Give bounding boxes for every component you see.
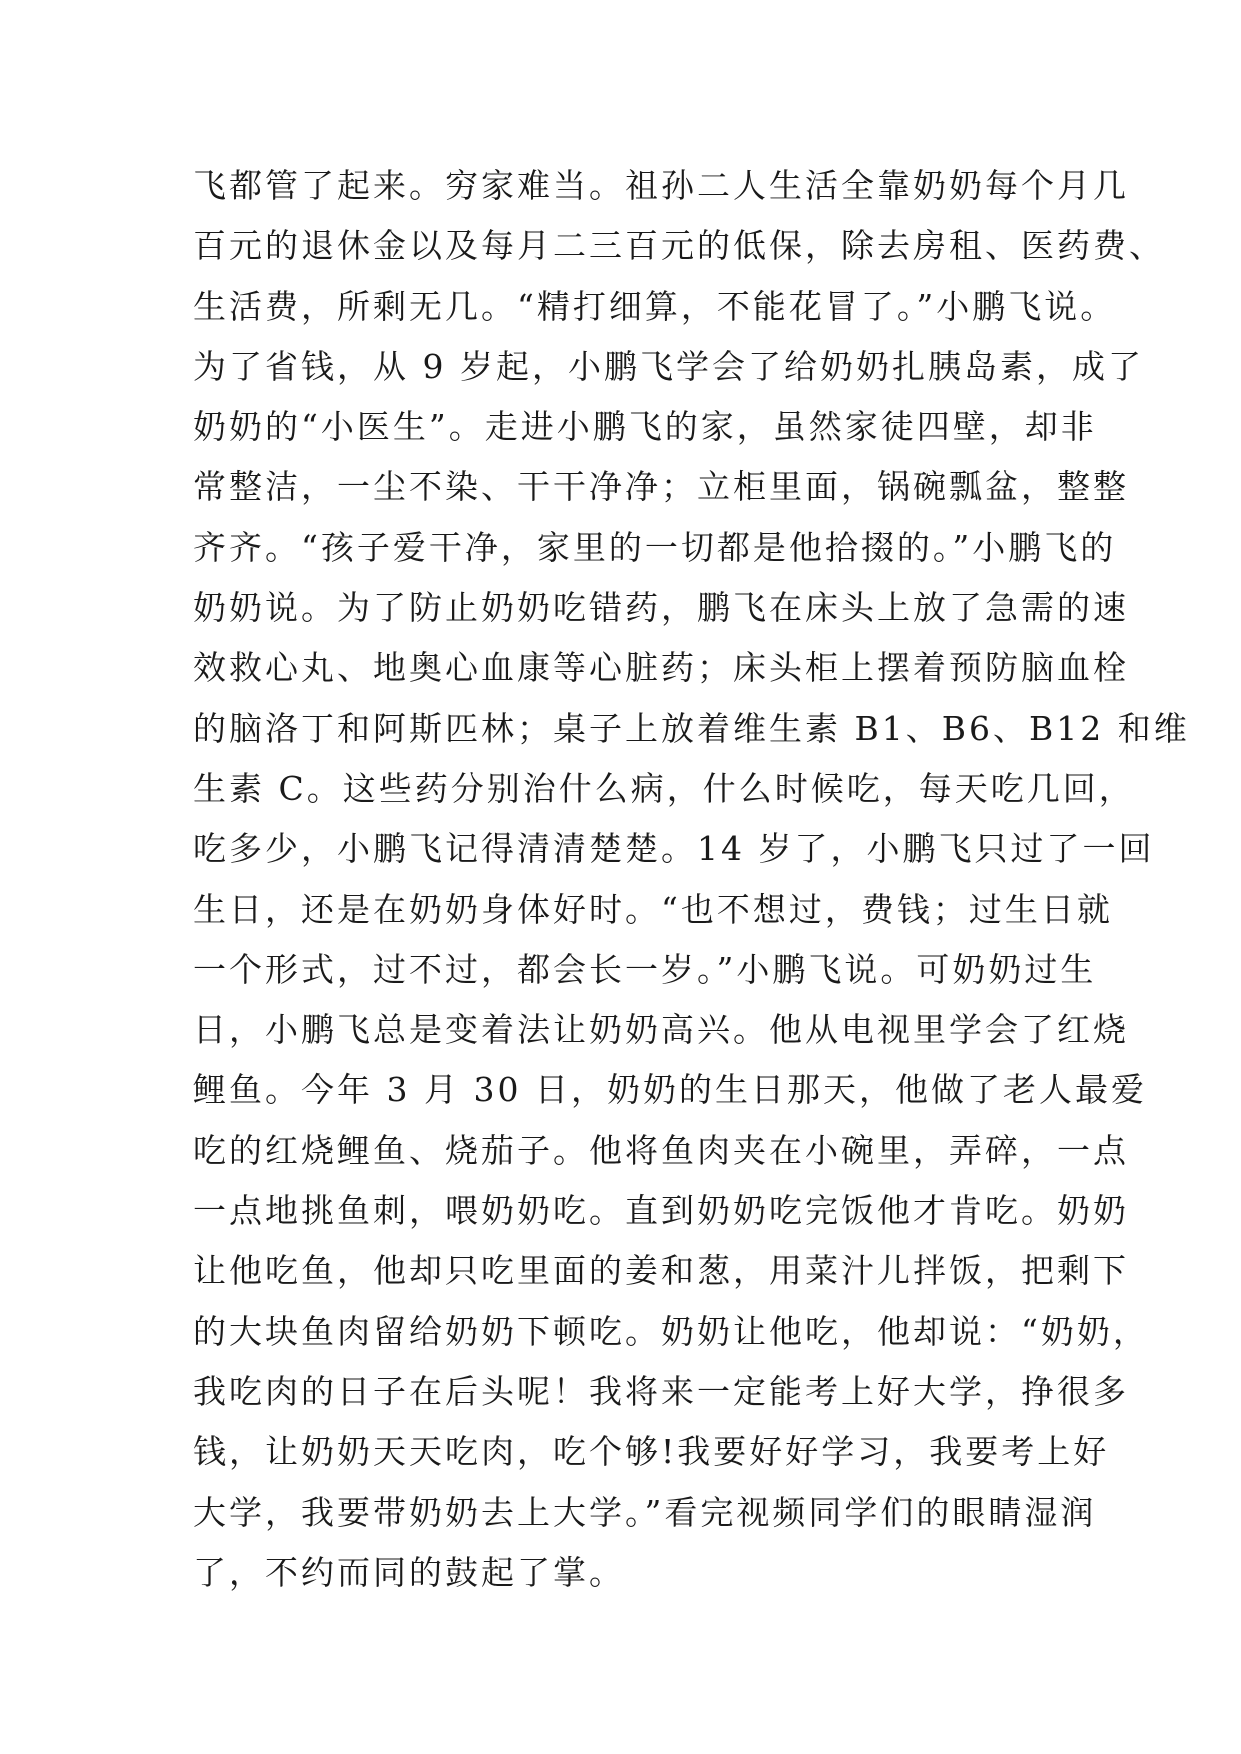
text-line: 一个形式，过不过，都会长一岁。”小鹏飞说。可奶奶过生 bbox=[193, 949, 1097, 989]
text-line: 奶奶的“小医生”。走进小鹏飞的家，虽然家徒四壁，却非 bbox=[193, 407, 1097, 447]
text-line: 齐齐。“孩子爱干净，家里的一切都是他拾掇的。”小鹏飞的 bbox=[193, 527, 1117, 567]
text-line: 吃的红烧鲤鱼、烧茄子。他将鱼肉夹在小碗里，弄碎，一点 bbox=[193, 1130, 1129, 1170]
text-line: 百元的退休金以及每月二三百元的低保，除去房租、医药费、 bbox=[193, 226, 1165, 266]
text-line: 生日，还是在奶奶身体好时。“也不想过，费钱；过生日就 bbox=[193, 889, 1113, 929]
text-line: 吃多少，小鹏飞记得清清楚楚。14 岁了，小鹏飞只过了一回 bbox=[193, 829, 1155, 869]
text-line: 为了省钱，从 9 岁起，小鹏飞学会了给奶奶扎胰岛素，成了 bbox=[193, 346, 1144, 386]
text-line: 的脑洛丁和阿斯匹林；桌子上放着维生素 B1、B6、B12 和维 bbox=[193, 708, 1190, 748]
text-line: 生活费，所剩无几。“精打细算，不能花冒了。”小鹏飞说。 bbox=[193, 286, 1117, 326]
text-line: 日，小鹏飞总是变着法让奶奶高兴。他从电视里学会了红烧 bbox=[193, 1010, 1129, 1050]
text-line: 钱，让奶奶天天吃肉，吃个够!我要好好学习，我要考上好 bbox=[193, 1432, 1110, 1472]
text-line: 飞都管了起来。穷家难当。祖孙二人生活全靠奶奶每个月几 bbox=[193, 166, 1129, 205]
body-paragraph bbox=[193, 166, 1190, 1613]
text-line: 奶奶说。为了防止奶奶吃错药，鹏飞在床头上放了急需的速 bbox=[193, 588, 1129, 628]
text-line: 大学，我要带奶奶去上大学。”看完视频同学们的眼睛湿润 bbox=[193, 1492, 1097, 1532]
text-line: 常整洁，一尘不染、干干净净；立柜里面，锅碗瓢盆，整整 bbox=[193, 467, 1129, 507]
text-line: 了，不约而同的鼓起了掌。 bbox=[193, 1552, 625, 1592]
text-line: 的大块鱼肉留给奶奶下顿吃。奶奶让他吃，他却说：“奶奶， bbox=[193, 1311, 1149, 1351]
text-line: 鲤鱼。今年 3 月 30 日，奶奶的生日那天，他做了老人最爱 bbox=[193, 1070, 1147, 1110]
text-line: 一点地挑鱼刺，喂奶奶吃。直到奶奶吃完饭他才肯吃。奶奶 bbox=[193, 1191, 1129, 1231]
text-line: 让他吃鱼，他却只吃里面的姜和葱，用菜汁儿拌饭，把剩下 bbox=[193, 1251, 1129, 1291]
text-line: 效救心丸、地奥心血康等心脏药；床头柜上摆着预防脑血栓 bbox=[193, 648, 1129, 688]
text-line: 生素 C。这些药分别治什么病，什么时候吃，每天吃几回， bbox=[193, 768, 1135, 808]
text-line: 我吃肉的日子在后头呢！我将来一定能考上好大学，挣很多 bbox=[193, 1371, 1129, 1411]
